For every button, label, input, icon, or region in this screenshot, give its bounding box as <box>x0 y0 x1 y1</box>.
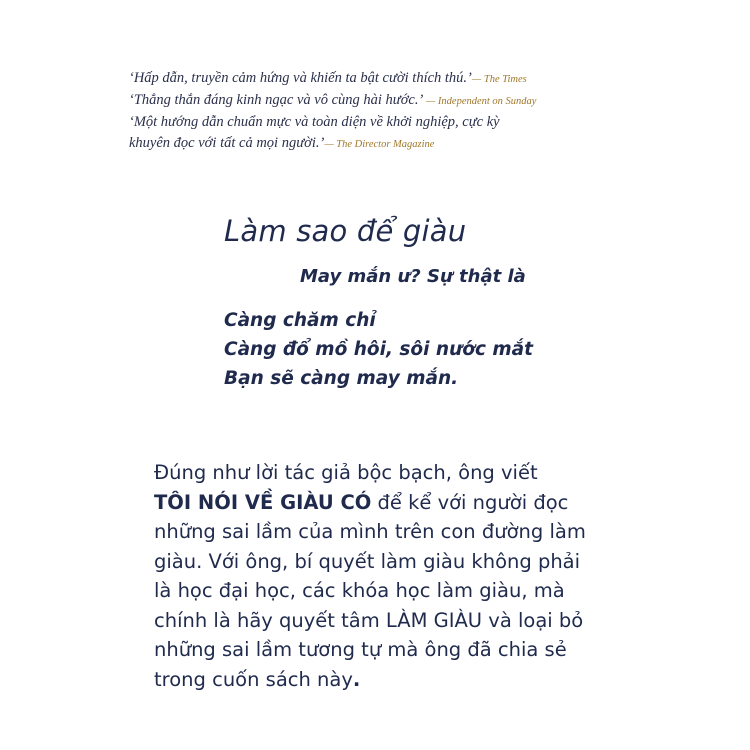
body-line: giàu. Với ông, bí quyết làm giàu không phải <box>154 549 581 573</box>
body-line-text: trong cuốn sách này <box>154 667 353 691</box>
quote-text: khuyên đọc với tất cả mọi người.’ <box>129 135 325 151</box>
final-period: . <box>352 667 361 691</box>
poem-line: Càng đổ mồ hôi, sôi nước mắt <box>224 339 533 360</box>
poem-line: Càng chăm chỉ <box>224 310 376 331</box>
poem-title: Làm sao để giàu <box>224 214 467 248</box>
body-line <box>154 665 614 695</box>
body-paragraph <box>154 458 614 694</box>
poem-subtitle: May mắn ư? Sự thật là <box>300 266 526 287</box>
body-line: những sai lầm của mình trên con đường làm <box>154 520 586 543</box>
quote-source: — The Director Magazine <box>324 139 435 150</box>
quote-text: ‘Một hướng dẫn chuẩn mực và toàn diện về khởi nghiệp, cực kỳ <box>129 114 500 130</box>
body-line: chính là hãy quyết tâm LÀM GIÀU và loại bỏ <box>154 608 584 632</box>
book-title-emphasis: TÔI NÓI VỀ GIÀU CÓ <box>154 490 372 514</box>
quote-text: ‘Hấp dẫn, truyền cảm hứng và khiến ta bật cười thích thú.’ <box>129 70 472 86</box>
body-line: Đúng như lời tác giả bộc bạch, ông viết <box>154 461 538 484</box>
body-line: những sai lầm tương tự mà ông đã chia sẻ <box>154 638 567 661</box>
quote-source: — The Times <box>471 74 527 85</box>
quote-text: ‘Thẳng thắn đáng kinh ngạc và vô cùng hài hước.’ <box>129 92 424 108</box>
body-line: là học đại học, các khóa học làm giàu, mà <box>154 579 565 602</box>
body-line-rest: để kể với người đọc <box>371 490 569 514</box>
quote-source: — Independent on Sunday <box>423 96 537 107</box>
body-line <box>154 488 614 518</box>
poem-lines <box>224 306 533 393</box>
poem-line: Bạn sẽ càng may mắn. <box>224 368 459 389</box>
